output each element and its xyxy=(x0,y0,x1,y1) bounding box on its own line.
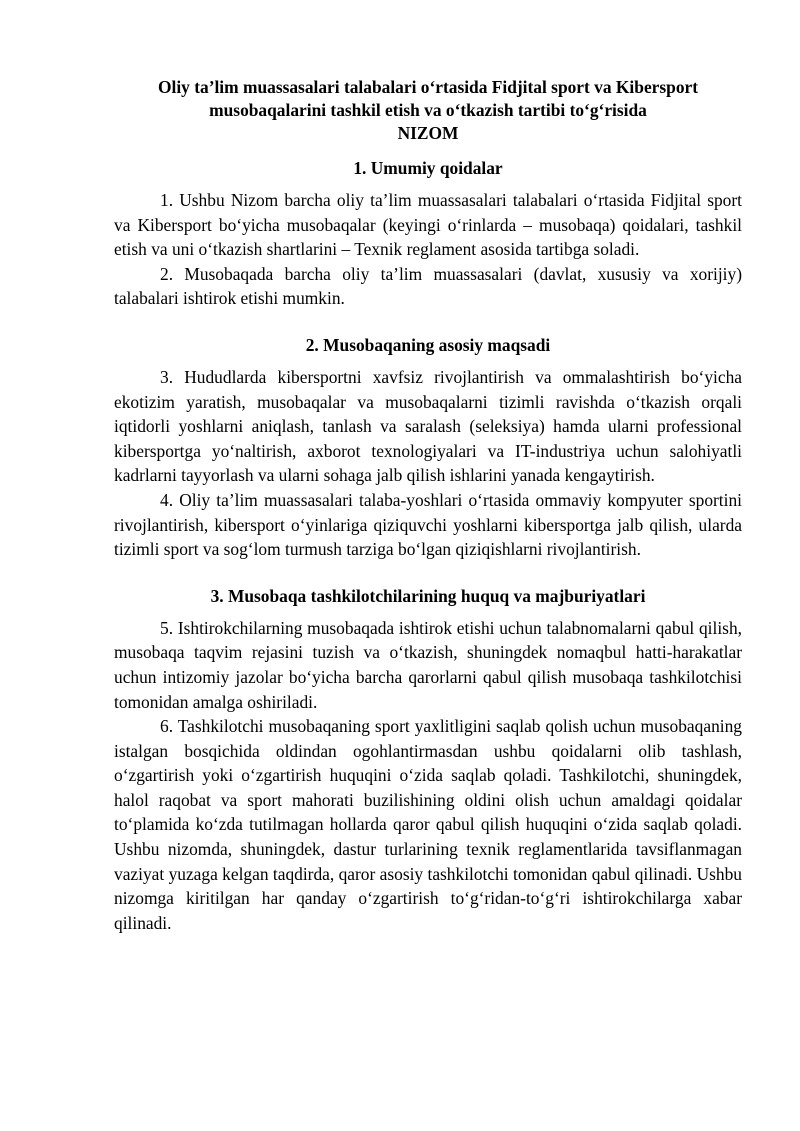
title-line-3: NIZOM xyxy=(397,123,459,143)
document-title xyxy=(114,76,742,145)
title-line-1: Oliy ta’lim muassasalari talabalari o‘rtasida Fidjital sport va Kibersport xyxy=(157,77,699,97)
paragraph-4: 4. Oliy ta’lim muassasalari talaba-yoshlari o‘rtasida ommaviy kompyuter sportini rivojlantirish, kibersport o‘yinlariga qiziquvchi yoshlarni kibersportga jalb qilish, ularda tizimli sport va sog‘lom turmush tarziga bo‘lgan qiziqishlarni rivojlantirish. xyxy=(114,489,742,560)
document-page xyxy=(114,76,742,935)
paragraph-5: 5. Ishtirokchilarning musobaqada ishtirok etishi uchun talabnomalarni qabul qilish, musobaqa taqvim rejasini tuzish va o‘tkazish, shuningdek nomaqbul hatti-harakatlar uchun intizomiy jazolar bo‘yicha barcha qarorlarni qabul qilish musobaqa tashkilotchisi tomonidan amalga oshiriladi. xyxy=(114,617,742,712)
section-heading: 2. Musobaqaning asosiy maqsadi xyxy=(305,334,551,355)
paragraph-1: 1. Ushbu Nizom barcha oliy ta’lim muassasalari talabalari o‘rtasida Fidjital sport va Kibersport bo‘yicha musobaqalar (keyingi o‘rinlarda – musobaqa) qoidalari, tashkil etish va uni o‘tkazish shartlarini – Texnik reglament asosida tartibga soladi. xyxy=(114,190,742,260)
paragraph-6: 6. Tashkilotchi musobaqaning sport yaxlitligini saqlab qolish uchun musobaqaning istalgan bosqichida oldindan ogohlantirmasdan ushbu qoidalarni olib tashlash, o‘zgartirish yoki o‘zgartirish huquqini o‘zida saqlab qoladi. Tashkilotchi, shuningdek, halol raqobat va sport mahorati buzilishining oldini olish uchun amaldagi qoidalar to‘plamida ko‘zda tutilmagan hollarda qaror qabul qilish huquqini o‘zida saqlab qoladi. Ushbu nizomda, shuningdek, dastur turlarining texnik reglamentlarida tavsiflanmagan vaziyat yuzaga kelgan taqdirda, qaror asosiy tashkilotchi tomonidan qabul qilinadi. Ushbu nizomga kiritilgan har qanday o‘zgartirish to‘g‘ridan-to‘g‘ri ishtirokchilarga xabar qilinadi. xyxy=(114,716,742,933)
section-general-rules xyxy=(114,157,742,311)
section-heading: 3. Musobaqa tashkilotchilarining huquq va majburiyatlari xyxy=(210,585,646,606)
section-organizer-rights xyxy=(114,585,742,936)
section-main-goal xyxy=(114,334,742,562)
title-line-2: musobaqalarini tashkil etish va o‘tkazish tartibi to‘g‘risida xyxy=(209,100,647,120)
section-heading: 1. Umumiy qoidalar xyxy=(353,158,503,178)
paragraph-3: 3. Hududlarda kibersportni xavfsiz rivojlantirish va ommalashtirish bo‘yicha ekotizim yaratish, musobaqalar va musobaqalarni tizimli ravishda o‘tkazish orqali iqtidorli yoshlarni aniqlash, tanlash va saralash (seleksiya) hamda ularni professional kibersportga yo‘naltirish, axborot texnologiyalari va IT-industriya uchun salohiyatli kadrlarni tayyorlash va ularni sohaga jalb qilish ishlarini yanada kengaytirish. xyxy=(114,366,742,486)
paragraph-2: 2. Musobaqada barcha oliy ta’lim muassasalari (davlat, xususiy va xorijiy) talabalari ishtirok etishi mumkin. xyxy=(114,263,742,309)
